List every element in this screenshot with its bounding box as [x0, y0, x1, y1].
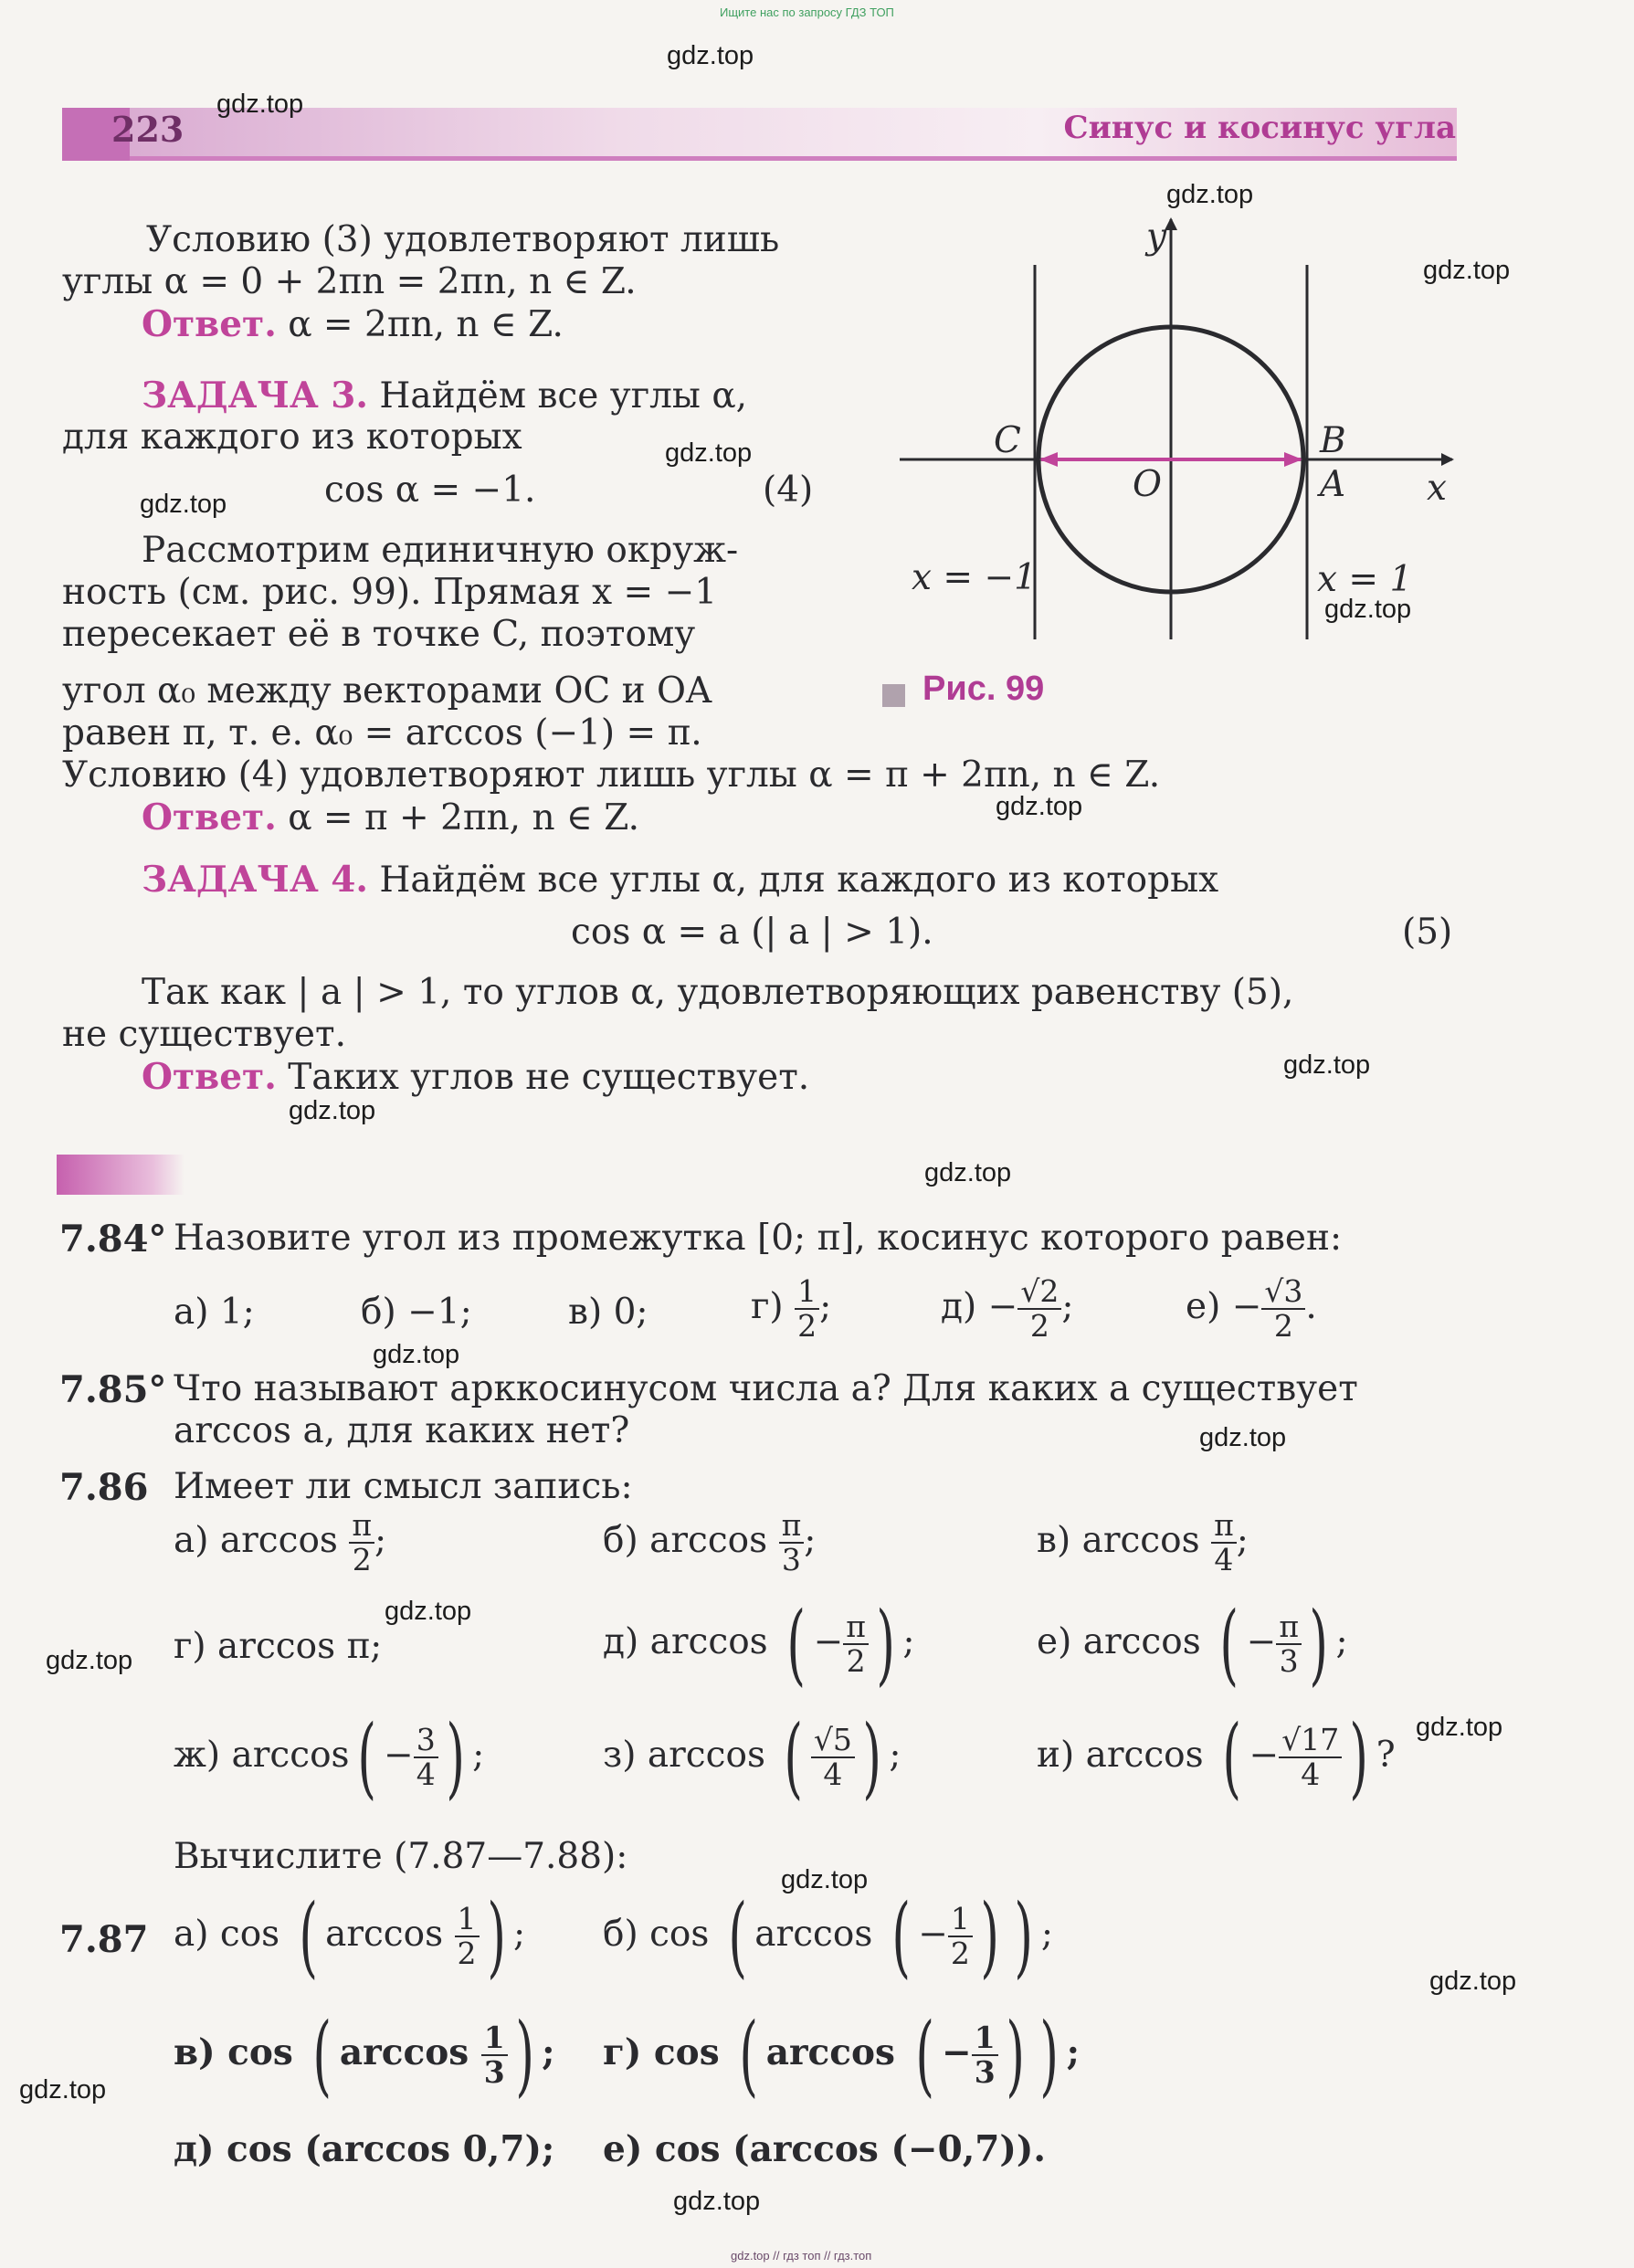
- option-a: а) 1;: [174, 1292, 255, 1333]
- text-line: равен π, т. е. α₀ = arccos (−1) = π.: [62, 712, 702, 754]
- watermark: gdz.top: [665, 438, 753, 468]
- watermark: gdz.top: [1423, 256, 1511, 285]
- watermark: gdz.top: [140, 490, 227, 519]
- answer-1: [142, 303, 564, 346]
- option-v: в) 0;: [568, 1292, 648, 1333]
- option-d: д) − $\frac{√2}{2}$ ;: [941, 1273, 1074, 1344]
- answer-text: α = π + 2πn, n ∈ Z.: [276, 797, 640, 839]
- bottom-banner: gdz.top // гдз топ // гдз.топ: [731, 2249, 872, 2263]
- calc-heading: Вычислите (7.87—7.88):: [174, 1836, 628, 1877]
- task-label: ЗАДАЧА 3.: [142, 374, 368, 417]
- watermark: gdz.top: [385, 1597, 472, 1626]
- task-label: ЗАДАЧА 4.: [142, 859, 368, 901]
- watermark: gdz.top: [1166, 180, 1254, 209]
- exercises-section-bar: [57, 1155, 184, 1195]
- exercise-text: Что называют арккосинусом числа a? Для каких a существует: [174, 1368, 1358, 1409]
- header-underline: [62, 156, 1457, 161]
- label-x: x: [1427, 468, 1447, 509]
- option-a: а) arccos $\frac{\pi}{2}$ ;: [174, 1507, 387, 1577]
- text-line: Условию (4) удовлетворяют лишь углы α = π + 2πn, n ∈ Z.: [62, 754, 1161, 796]
- exercise-text: Имеет ли смысл запись:: [174, 1466, 633, 1507]
- answer-label: Ответ.: [142, 796, 277, 839]
- label-a: A: [1320, 464, 1346, 505]
- option-e: е) − $\frac{√3}{2}$ .: [1186, 1273, 1317, 1344]
- equation-4-number: (4): [763, 469, 814, 511]
- option-i: и) arccos ( − $\frac{√17}{4}$ ) ?: [1037, 1706, 1396, 1809]
- equation-4: cos α = −1.: [324, 469, 536, 511]
- exercise-number: 7.85°: [59, 1368, 167, 1411]
- option-v: в) arccos $\frac{\pi}{4}$ ;: [1037, 1507, 1249, 1577]
- text-line: углы α = 0 + 2πn = 2πn, n ∈ Z.: [62, 261, 637, 302]
- option-g: г) arccos π;: [174, 1626, 383, 1667]
- exercise-number: 7.84°: [59, 1218, 167, 1261]
- exercise-number: 7.87: [59, 1918, 149, 1961]
- figure-caption-marker: [882, 684, 905, 707]
- task-3-heading: [142, 374, 747, 417]
- option-v: в) cos ( arccos $\frac{1}{3}$ ) ;: [174, 2004, 555, 2106]
- text-line: ность (см. рис. 99). Прямая x = −1: [62, 572, 718, 613]
- option-zh: ж) arccos( − $\frac{3}{4}$ ) ;: [174, 1706, 485, 1809]
- option-d: д) cos (arccos 0,7);: [174, 2128, 555, 2170]
- watermark: gdz.top: [924, 1158, 1012, 1187]
- answer-3: [142, 1056, 809, 1099]
- watermark: gdz.top: [46, 1646, 133, 1675]
- option-e: е) cos (arccos (−0,7)).: [603, 2128, 1046, 2170]
- text-line: Рассмотрим единичную окруж-: [142, 530, 739, 571]
- watermark: gdz.top: [673, 2187, 761, 2216]
- exercise-text: Назовите угол из промежутка [0; π], косинус которого равен:: [174, 1218, 1343, 1259]
- option-g: г) cos ( arccos ( − $\frac{1}{3}$ ) ) ;: [603, 2004, 1080, 2106]
- label-y: y: [1146, 216, 1167, 258]
- option-d: д) arccos ( − $\frac{\pi}{2}$ ) ;: [603, 1593, 915, 1695]
- option-b: б) cos ( arccos ( − $\frac{1}{2}$ ) ) ;: [603, 1885, 1053, 1988]
- watermark: gdz.top: [1416, 1713, 1503, 1742]
- label-b: B: [1320, 420, 1346, 461]
- option-z: з) arccos ( $\frac{√5}{4}$ ) ;: [603, 1706, 901, 1809]
- top-banner: Ищите нас по запросу ГДЗ ТОП: [720, 5, 894, 19]
- task-text: Найдём все углы α, для каждого из которых: [368, 860, 1219, 901]
- answer-text: α = 2πn, n ∈ Z.: [276, 304, 564, 345]
- running-title: Синус и косинус угла: [1063, 110, 1456, 146]
- text-line: Условию (3) удовлетворяют лишь: [146, 219, 780, 260]
- label-x-1: x = 1: [1317, 559, 1413, 600]
- text-line: для каждого из которых: [62, 417, 522, 458]
- exercise-number: 7.86: [59, 1466, 149, 1509]
- watermark: gdz.top: [216, 90, 304, 119]
- figure-caption: Рис. 99: [922, 670, 1045, 708]
- watermark: gdz.top: [1324, 595, 1412, 624]
- watermark: gdz.top: [19, 2075, 107, 2104]
- task-4-heading: [142, 859, 1218, 902]
- text-line: Так как | a | > 1, то углов α, удовлетворяющих равенству (5),: [142, 972, 1294, 1013]
- text-line: не существует.: [62, 1014, 346, 1055]
- answer-text: Таких углов не существует.: [276, 1057, 810, 1098]
- option-g: г) $\frac{1}{2}$ ;: [751, 1273, 832, 1344]
- watermark: gdz.top: [667, 41, 754, 70]
- answer-label: Ответ.: [142, 303, 277, 345]
- equation-5: cos α = a (| a | > 1).: [571, 912, 933, 953]
- answer-label: Ответ.: [142, 1056, 277, 1098]
- label-x-minus-1: x = −1: [912, 557, 1037, 598]
- watermark: gdz.top: [1199, 1423, 1287, 1452]
- equation-5-number: (5): [1402, 912, 1453, 953]
- watermark: gdz.top: [781, 1865, 869, 1894]
- task-text: Найдём все углы α,: [368, 375, 748, 417]
- option-e: е) arccos ( − $\frac{\pi}{3}$ ) ;: [1037, 1593, 1348, 1695]
- watermark: gdz.top: [373, 1340, 460, 1369]
- text-line: пересекает её в точке C, поэтому: [62, 614, 696, 655]
- label-c: C: [994, 420, 1021, 461]
- option-a: а) cos ( arccos $\frac{1}{2}$ ) ;: [174, 1885, 526, 1988]
- page-number: 223: [111, 109, 184, 150]
- watermark: gdz.top: [289, 1096, 376, 1125]
- watermark: gdz.top: [1283, 1050, 1371, 1080]
- answer-2: [142, 796, 639, 839]
- exercise-text: arccos a, для каких нет?: [174, 1410, 630, 1451]
- label-o: O: [1133, 464, 1162, 505]
- option-b: б) −1;: [361, 1292, 472, 1333]
- text-line: угол α₀ между векторами OC и OA: [62, 670, 712, 712]
- watermark: gdz.top: [1429, 1967, 1517, 1996]
- option-b: б) arccos $\frac{\pi}{3}$ ;: [603, 1507, 817, 1577]
- watermark: gdz.top: [996, 792, 1083, 821]
